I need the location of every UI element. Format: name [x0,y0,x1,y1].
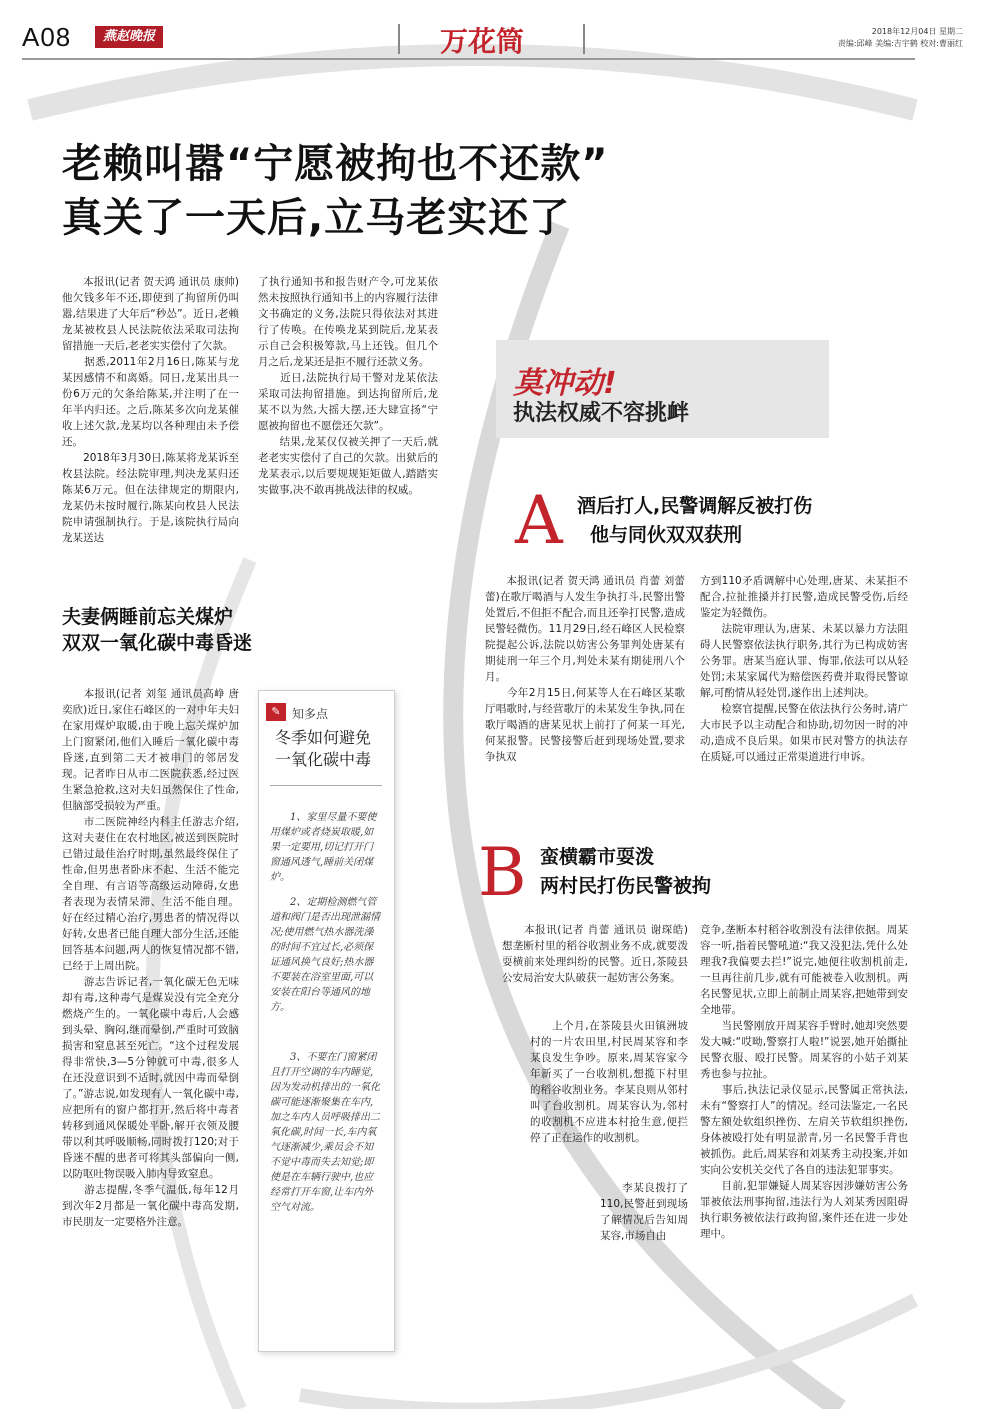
coal-body: 本报讯(记者 刘玺 通讯员高峥 唐奕欣)近日,家住石峰区的一对中年夫妇在家用煤炉取暖,由于晚上忘关煤炉加上门窗紧闭,他们入睡后一氧化碳中毒昏迷,直到第二天才被串门的邻居发现。记者昨日从市二医院获悉,经过医生紧急抢救,这对夫妇虽然保住了性命,但脑部受损较为严重。 市二医院神经内科主任游志介绍,这对夫妻住在农村地区,被送到医院时已错过最佳治疗时期,虽然最终保住了性命,但男患者卧床不起、生活不能完全自理、有言语等高级运动障碍,女患者表现为表情呆滞、生活不能自理。好在经过精心治疗,男患者的情况得以好转,女患者已能自理大部分生活,还能回答基本问题,两人的恢复情况都不错,已经于上周出院。 游志告诉记者,一氧化碳无色无味却有毒,这种毒气是煤炭没有完全充分燃烧产生的。一氧化碳中毒后,人会感到头晕、胸闷,继而晕倒,严重时可致脑损害和窒息甚至死亡。“这个过程发展得非常快,3—5分钟就可中毒,很多人在还没意识到不适时,就因中毒而晕倒了。”游志说,如发现有人一氧化碳中毒,应把所有的窗户都打开,然后将中毒者转移到通风保暖处平卧,解开衣领及腰带以利其呼吸顺畅,同时拨打120;对于昏迷不醒的患者可将其头部偏向一侧,以防呕吐物误吸入肺内导致窒息。 游志提醒,冬季气温低,每年12月到次年2月都是一氧化碳中毒高发期,市民朋友一定要格外注意。 [62,688,239,1228]
tips-rule [270,785,382,786]
tips-title-line1: 冬季如何避免 [275,728,372,747]
header-rule [22,58,915,60]
tip-3: 3、不要在门窗紧闭且打开空调的车内睡觉,因为发动机排出的一氧化碳可能逐渐聚集在车内,加之车内人员呼吸排出二氧化碳,时间一长,车内氧气逐渐减少,乘员会不知不觉中毒而失去知觉;即使是在车辆行驶中,也应经常打开车窗,让车内外空气对流。 [270,1052,380,1213]
tips-label: 知多点 [292,707,329,721]
header-divider-left [398,24,400,54]
story-b-col1-mid: 上个月,在茶陵县火田镇洲坡村的一片农田里,村民周某容和李某良发生争吵。原来,周某容家今年新买了一台收割机,想揽下村里的稻谷收割业务。李某良则从邻村叫了台收割机。周某容认为,邻村的收割机不应进本村抢生意,便拦停了正在运作的收割机。 [530,1020,688,1144]
header-divider-right [583,24,585,54]
top-arc [30,55,915,110]
main-story-col1: 本报讯(记者 贺天鸿 通讯员 康帅)他欠钱多年不还,即使到了拘留所仍叫嚣,结果进了大年后“秒怂”。近日,老赖龙某被枚县人民法院依法采取司法拘留措施一天后,老老实实偿付了欠款。 据悉,2011年2月16日,陈某与龙某因感情不和离婚。同日,龙某出具一份6万元的欠条给陈某,并注明了在一年半内归还。之后,陈某多次向龙某催收上述欠款,龙某均以各种理由未予偿还。 2018年3月30日,陈某将龙某诉至枚县法院。经法院审理,判决龙某归还陈某6万元。但在法律规定的期限内,龙某仍未按时履行,陈某向枚县人民法院申请强制执行。于是,该院执行局向龙某送达 [62,276,239,544]
tips-box [258,690,395,1352]
story-b-col1-top: 本报讯(记者 肖蕾 通讯员 谢琛皓)想垄断村里的稻谷收割业务不成,就要泼耍横前来处理纠纷的民警。近日,茶陵县公安局治安大队破获一起妨害公务案。 [502,924,688,984]
story-a-col2: 方到110矛盾调解中心处理,唐某、未某拒不配合,拉扯推搡并打民警,造成民警受伤,后经鉴定为轻微伤。 法院审理认为,唐某、未某以暴力方法阻碍人民警察依法执行职务,其行为已构成妨害公务罪。唐某当庭认罪、悔罪,依法可以从轻处罚;未某家属代为赔偿医药费并取得民警谅解,可酌情从轻处罚,遂作出上述判决。 检察官提醒,民警在依法执行公务时,请广大市民予以主动配合和协助,切勿因一时的冲动,造成不良后果。如果市民对警方的执法存在质疑,可以通过正常渠道进行申诉。 [700,575,908,763]
story-b-headline-line2: 两村民打伤民警被拘 [540,875,712,897]
tip-2: 2、定期检测燃气管道和阀门是否出现泄漏情况;使用燃气热水器洗澡的时间不宜过长,必须保证通风换气良好;热水器不要装在浴室里面,可以安装在阳台等通风的地方。 [270,897,380,1013]
section-title: 万花筒 [440,25,525,58]
main-headline-line1: 老赖叫嚣“宁愿被拘也不还款” [62,141,609,187]
story-a-headline-line2: 他与同伙双双获刑 [590,524,743,546]
feature-title: 执法权威不容挑衅 [513,401,690,426]
story-b-col2: 竞争,垄断本村稻谷收割没有法律依据。周某容一听,指着民警吼道:“我又没犯法,凭什么处理我?我偏要去拦!”说完,她便往收割机前走,一旦再往前几步,就有可能被卷入收割机。两名民警见状,立即上前制止周某容,把她带到安全地带。 当民警刚放开周某容手臂时,她却突然要发大喊:“哎呦,警察打人啦!”说罢,她开始撕扯民警衣服、殴打民警。周某容的小姑子刘某秀也参与拉扯。 事后,执法记录仪显示,民警属正常执法,未有“警察打人”的情况。经司法鉴定,一名民警左额处软组织挫伤、左肩关节软组织挫伤,身体被殴打处有明显淤青,另一名民警手背也被抓伤。此后,周某容和刘某秀主动投案,并如实向公安机关交代了各自的违法犯罪事实。 目前,犯罪嫌疑人周某容因涉嫌妨害公务罪被依法刑事拘留,违法行为人刘某秀因阻碍执行职务被依法行政拘留,案件还在进一步处理中。 [700,924,908,1240]
feature-tag: 莫冲动! [513,366,617,401]
editors-line: 责编:邱峰 美编:吉宇鹤 校对:曹丽红 [837,39,963,48]
coal-headline-line2: 双双一氧化碳中毒昏迷 [62,632,253,654]
story-b-letter: B [478,834,527,911]
main-story-col2: 了执行通知书和报告财产令,可龙某依然未按照执行通知书上的内容履行法律文书确定的义务,法院只得依法对其进行了传唤。在传唤龙某到院后,龙某表示自己会积极筹款,马上还钱。但几个月之后,龙某还是拒不履行还款义务。 近日,法院执行局干警对龙某依法采取司法拘留措施。到达拘留所后,龙某不以为然,大摇大摆,还大肆宣扬“宁愿被拘留也不愿偿还欠款”。 结果,龙某仅仅被关押了一天后,就老老实实偿付了自己的欠款。出狱后的龙某表示,以后要规规矩矩做人,踏踏实实做事,决不敢再挑战法律的权威。 [258,276,438,496]
tips-title-line2: 一氧化碳中毒 [275,750,372,769]
book-icon: ✎ [266,703,286,721]
story-b-col1-bottom: 李某良拨打了110,民警赶到现场了解情况后告知周某容,市场自由 [600,1182,688,1242]
story-a-headline-line1: 酒后打人,民警调解反被打伤 [577,495,813,517]
story-a-col1: 本报讯(记者 贺天鸿 通讯员 肖蕾 刘蕾蕾)在歌厅喝酒与人发生争执打斗,民警出警处置后,不但拒不配合,而且还拳打民警,造成民警轻微伤。11月29日,经石峰区人民检察院提起公诉,法院以妨害公务罪判处唐某有期徒刑一年三个月,判处未某有期徒刑八个月。 今年2月15日,何某等人在石峰区某歌厅唱歌时,与经营歌厅的未某发生争执,同在歌厅喝酒的唐某见状上前打了何某一耳光,何某报警。民警接警后赶到现场处置,要求争执双 [485,575,685,763]
story-b-headline-line1: 蛮横霸市耍泼 [540,846,655,868]
paper-logo: 燕赵晚报 [95,26,163,48]
date-line: 2018年12月04日 星期二 [871,27,963,36]
main-headline-line2: 真关了一天后,立马老实还了 [62,195,571,241]
story-a-letter: A [515,482,563,559]
tip-1: 1、家里尽量不要使用煤炉或者烧炭取暖,如果一定要用,切记打开门窗通风透气,睡前关闭煤炉。 [270,812,377,883]
page-number: A08 [22,22,72,52]
coal-headline-line1: 夫妻俩睡前忘关煤炉 [62,606,234,628]
